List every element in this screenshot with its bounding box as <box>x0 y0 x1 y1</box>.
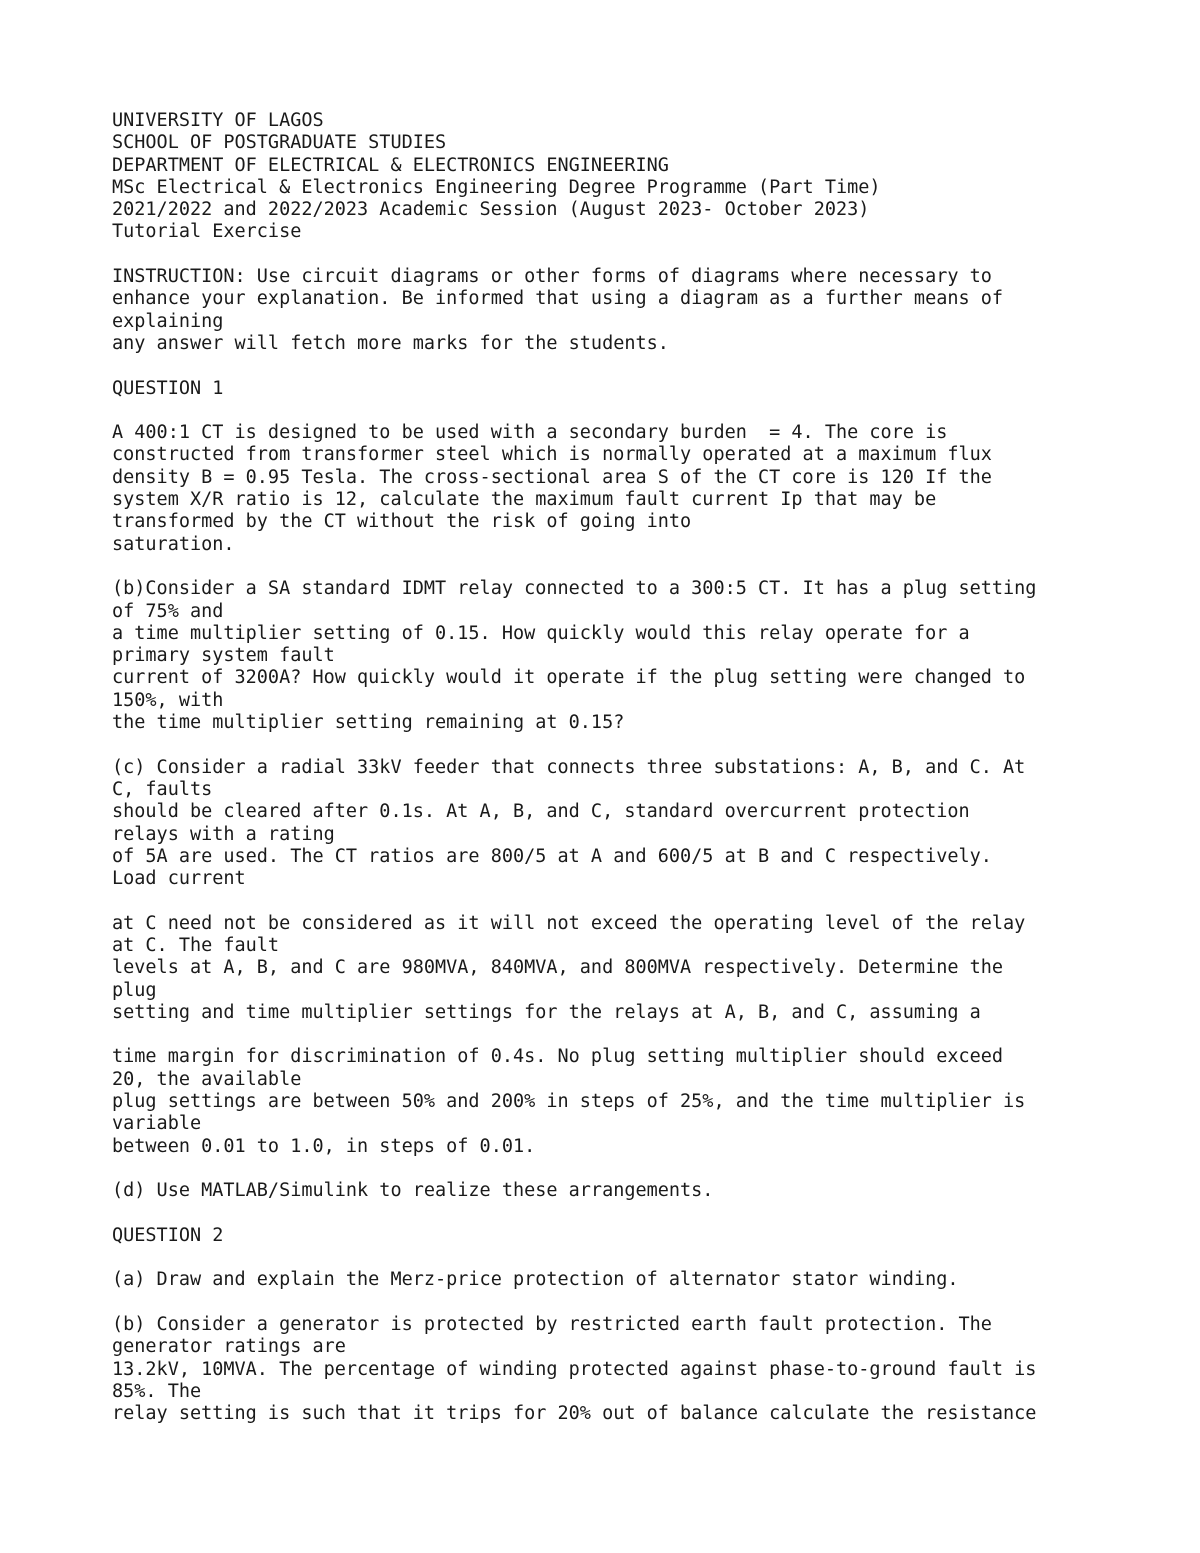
text-line <box>112 1203 1172 1225</box>
text-line: A 400:1 CT is designed to be used with a secondary burden = 4. The core is <box>112 422 948 444</box>
text-line: system X/R ratio is 12, calculate the maximum fault current Ip that may be <box>112 489 937 511</box>
text-line: relay setting is such that it trips for 20% out of balance calculate the resistance <box>112 1403 1037 1425</box>
text-line: any answer will fetch more marks for the students. <box>112 332 669 354</box>
text-line: (d) Use MATLAB/Simulink to realize these arrangements. <box>112 1180 714 1202</box>
text-line: the time multiplier setting remaining at 0.15? <box>112 712 625 734</box>
text-line: primary system fault <box>112 645 335 667</box>
text-line <box>112 244 1172 266</box>
text-line: at C need not be considered as it will not exceed the operating level of the relay <box>112 912 1026 934</box>
text-line <box>112 1024 1172 1046</box>
text-line: QUESTION 1 <box>112 377 224 399</box>
text-line: INSTRUCTION: Use circuit diagrams or other forms of diagrams where necessary to <box>112 266 992 288</box>
text-line: density B = 0.95 Tesla. The cross-sectional area S of the CT core is 120 If the <box>112 466 992 488</box>
text-line: enhance your explanation. Be informed that using a diagram as a further means of <box>112 288 1004 310</box>
text-line: generator ratings are <box>112 1336 346 1358</box>
text-line <box>112 355 1172 377</box>
text-line: 150%, with <box>112 689 224 711</box>
document-body <box>112 110 1172 1426</box>
text-line: UNIVERSITY OF LAGOS <box>112 110 324 131</box>
text-line: variable <box>112 1113 202 1135</box>
text-line: DEPARTMENT OF ELECTRICAL & ELECTRONICS ENGINEERING <box>112 154 669 176</box>
text-line <box>112 1292 1172 1314</box>
text-line <box>112 400 1172 422</box>
text-line <box>112 556 1172 578</box>
text-line: (b) Consider a generator is protected by restricted earth fault protection. The <box>112 1314 992 1336</box>
text-line: 13.2kV, 10MVA. The percentage of winding protected against phase-to-ground fault is <box>112 1358 1037 1380</box>
text-line <box>112 890 1172 912</box>
text-line: Load current <box>112 868 246 890</box>
text-line: QUESTION 2 <box>112 1224 224 1246</box>
text-line: between 0.01 to 1.0, in steps of 0.01. <box>112 1135 536 1157</box>
text-line: a time multiplier setting of 0.15. How quickly would this relay operate for a <box>112 622 970 644</box>
text-line: saturation. <box>112 533 235 555</box>
text-line: Tutorial Exercise <box>112 221 302 243</box>
text-line: current of 3200A? How quickly would it operate if the plug setting were changed to <box>112 667 1026 689</box>
text-line: of 5A are used. The CT ratios are 800/5 at A and 600/5 at B and C respectively. <box>112 845 992 867</box>
text-line: 85%. The <box>112 1380 202 1402</box>
text-line <box>112 1158 1172 1180</box>
text-line: levels at A, B, and C are 980MVA, 840MVA, and 800MVA respectively. Determine the <box>112 957 1004 979</box>
text-line: plug <box>112 979 157 1001</box>
text-line: SCHOOL OF POSTGRADUATE STUDIES <box>112 132 447 154</box>
text-line <box>112 1247 1172 1269</box>
text-line: relays with a rating <box>112 823 335 845</box>
text-line: at C. The fault <box>112 934 280 956</box>
text-line: setting and time multiplier settings for the relays at A, B, and C, assuming a <box>112 1001 981 1023</box>
text-line: 2021/2022 and 2022/2023 Academic Session (August 2023- October 2023) <box>112 199 870 221</box>
text-line: constructed from transformer steel which is normally operated at a maximum flux <box>112 444 992 466</box>
text-line: 20, the available <box>112 1068 302 1090</box>
text-line: of 75% and <box>112 600 224 622</box>
text-line: (c) Consider a radial 33kV feeder that connects three substations: A, B, and C. At <box>112 756 1026 778</box>
text-line: time margin for discrimination of 0.4s. No plug setting multiplier should exceed <box>112 1046 1004 1068</box>
text-line: (b)Consider a SA standard IDMT relay connected to a 300:5 CT. It has a plug setting <box>112 578 1037 600</box>
text-line: explaining <box>112 310 224 332</box>
text-line: MSc Electrical & Electronics Engineering Degree Programme (Part Time) <box>112 176 881 198</box>
text-line: should be cleared after 0.1s. At A, B, and C, standard overcurrent protection <box>112 801 970 823</box>
text-line: plug settings are between 50% and 200% in steps of 25%, and the time multiplier is <box>112 1091 1026 1113</box>
text-line: (a) Draw and explain the Merz-price protection of alternator stator winding. <box>112 1269 959 1291</box>
text-line: C, faults <box>112 778 213 800</box>
text-line: transformed by the CT without the risk of going into <box>112 511 692 533</box>
text-line <box>112 734 1172 756</box>
